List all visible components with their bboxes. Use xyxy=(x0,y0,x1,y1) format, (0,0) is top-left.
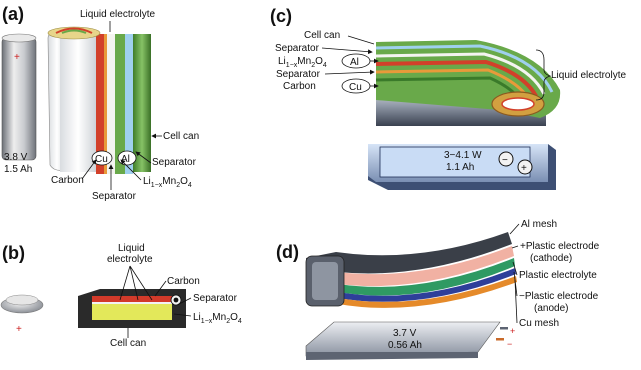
power-label-c: 3−4.1 W xyxy=(444,150,482,161)
coin-plus-mark: + xyxy=(16,324,22,335)
cell-can-label-c: Cell can xyxy=(304,30,341,41)
al-label-c: Al xyxy=(350,57,359,68)
coin-cutaway xyxy=(78,289,186,328)
cell-can-label-b: Cell can xyxy=(110,338,147,349)
liquid-label: Liquid xyxy=(118,243,145,254)
cu-label-c: Cu xyxy=(349,82,362,93)
plastic-electrolyte-label: Plastic electrolyte xyxy=(519,270,597,281)
panel-a-label: (a) xyxy=(2,4,24,24)
al-label: Al xyxy=(121,154,130,165)
outer-wrap xyxy=(133,34,151,172)
carbon-label: Carbon xyxy=(51,175,84,186)
separator-right-label: Separator xyxy=(152,157,196,168)
anode-label-d: (anode) xyxy=(534,303,569,314)
al-mesh-label: Al mesh xyxy=(521,219,558,230)
cathode-pellet xyxy=(92,302,172,320)
separator-bottom-label-c: Separator xyxy=(276,69,320,80)
plastic-electrode-neg-label: −Plastic electrode xyxy=(519,291,599,302)
carbon-label-b: Carbon xyxy=(167,276,200,287)
separator-top-label-c: Separator xyxy=(275,43,319,54)
cylinder-cell xyxy=(2,34,36,160)
cathode-label-c: $Li_{1-x}Mn_2O_4$ xyxy=(278,56,327,69)
plus-mark: + xyxy=(14,52,20,63)
cathode-label: $Li_{1-x}Mn_2O_4$ xyxy=(143,176,192,189)
voltage-label-d: 3.7 V xyxy=(393,328,417,339)
cathode-label-b: $Li_{1-x}Mn_2O_4$ xyxy=(193,312,242,325)
capacity-label-c: 1.1 Ah xyxy=(446,162,475,173)
prismatic-jellyroll xyxy=(376,40,560,126)
separator-label-b: Separator xyxy=(193,293,237,304)
carbon-label-c: Carbon xyxy=(283,81,316,92)
capacity-label-d: 0.56 Ah xyxy=(388,340,422,351)
panel-c xyxy=(270,6,626,190)
polymer-stack xyxy=(306,232,517,308)
cu-mesh-label: Cu mesh xyxy=(519,318,560,329)
liquid-electrolyte-label-c: Liquid electrolyte xyxy=(551,70,627,81)
carbon-pellet xyxy=(92,296,172,302)
cu-label: Cu xyxy=(95,154,108,165)
separator-bottom-label: Separator xyxy=(92,191,136,202)
plastic-electrode-pos-label: +Plastic electrode xyxy=(520,241,600,252)
electrolyte-label: electrolyte xyxy=(107,254,153,265)
panel-b-label: (b) xyxy=(2,243,25,263)
panel-d-label: (d) xyxy=(276,242,299,262)
panel-c-label: (c) xyxy=(270,6,292,26)
panel-a xyxy=(2,4,199,202)
panel-d xyxy=(276,219,600,360)
pouch-minus: − xyxy=(507,339,513,349)
panel-b xyxy=(1,243,242,349)
liquid-electrolyte-label: Liquid electrolyte xyxy=(80,9,156,20)
cell-voltage: 3.8 V xyxy=(4,152,28,163)
minus-terminal: − xyxy=(502,155,508,166)
plus-terminal: + xyxy=(521,163,527,174)
cathode-label-d: (cathode) xyxy=(530,253,573,264)
cell-capacity: 1.5 Ah xyxy=(4,164,33,175)
pouch-plus: + xyxy=(510,326,516,336)
cell-can-label: Cell can xyxy=(163,131,200,142)
